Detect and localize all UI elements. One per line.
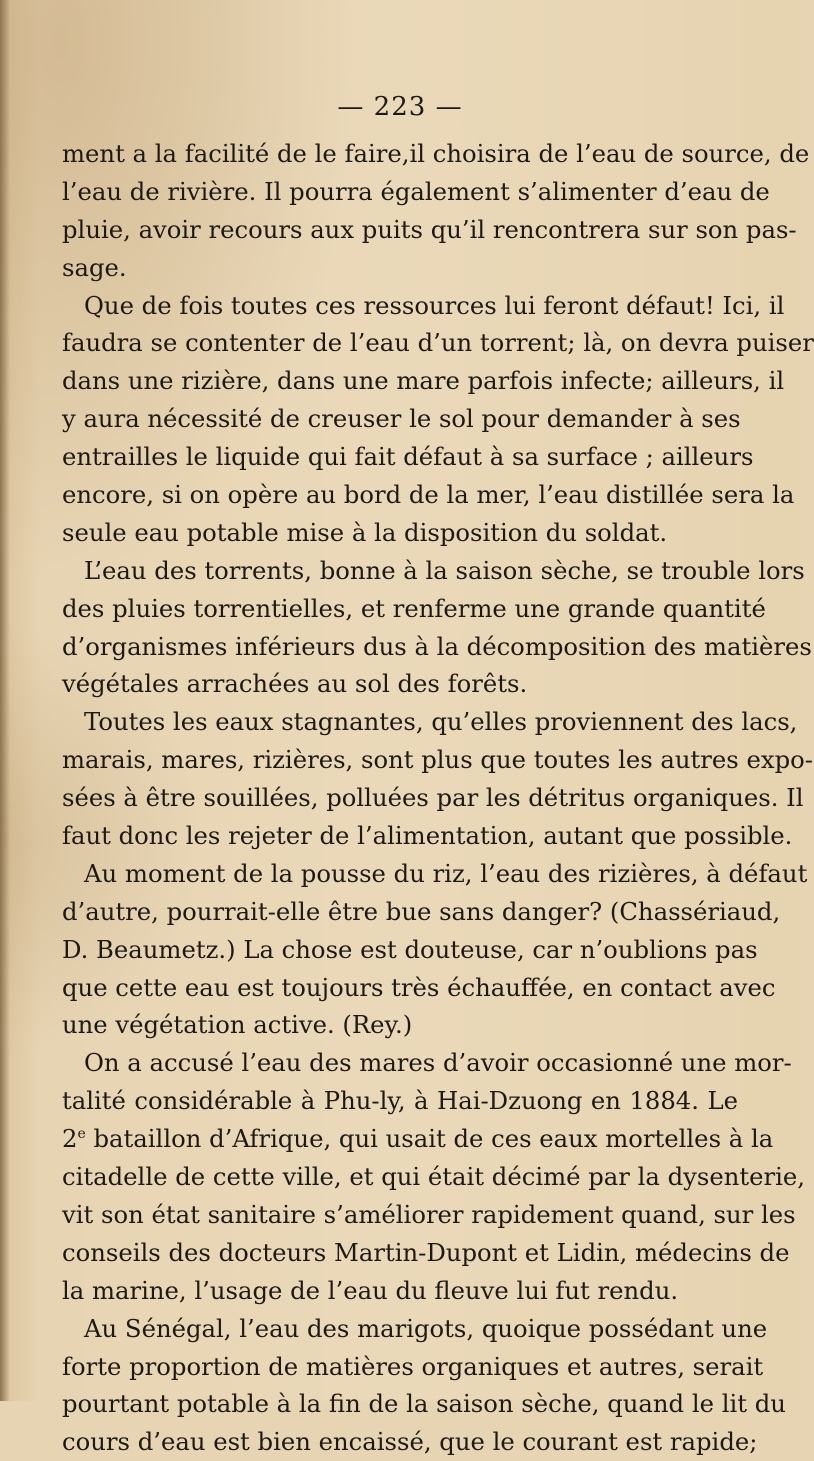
text-line: D. Beaumetz.) La chose est douteuse, car n’oublions pas (62, 934, 758, 964)
text-line: L’eau des torrents, bonne à la saison sèche, se trouble lors (84, 555, 805, 585)
text-line: des pluies torrentielles, et renferme une grande quantité (62, 593, 766, 623)
text-line: Au moment de la pousse du riz, l’eau des rizières, à défaut (84, 858, 808, 888)
text-line: forte proportion de matières organiques et autres, serait (62, 1351, 764, 1381)
text-line: y aura nécessité de creuser le sol pour demander à ses (62, 404, 741, 434)
text-line (62, 1120, 774, 1158)
text-line: conseils des docteurs Martin-Dupont et Lidin, médecins de (62, 1237, 790, 1267)
text-line: faut donc les rejeter de l’alimentation, autant que possible. (62, 821, 793, 851)
text-line: marais, mares, rizières, sont plus que toutes les autres expo- (62, 745, 813, 775)
battalion-number: 2 (62, 1124, 78, 1154)
text-line: sées à être souillées, polluées par les détritus organiques. Il (62, 783, 804, 813)
text-line: sage. (62, 252, 127, 282)
text-line: pluie, avoir recours aux puits qu’il rencontrera sur son pas- (62, 214, 797, 244)
text-line: la marine, l’usage de l’eau du fleuve lui fut rendu. (62, 1275, 679, 1305)
text-line: talité considérable à Phu-ly, à Hai-Dzuong en 1884. Le (62, 1086, 738, 1116)
text-line: végétales arrachées au sol des forêts. (62, 669, 528, 699)
text-line: d’autre, pourrait-elle être bue sans danger? (Chassériaud, (62, 896, 781, 926)
text-line: citadelle de cette ville, et qui était décimé par la dysenterie, (62, 1162, 806, 1192)
text-line: ment a la facilité de le faire,il choisira de l’eau de source, de (62, 139, 810, 168)
text-line: entrailles le liquide qui fait défaut à sa surface ; ailleurs (62, 442, 754, 472)
text-line: une végétation active. (Rey.) (62, 1010, 413, 1040)
text-line-rest: bataillon d’Afrique, qui usait de ces eaux mortelles à la (85, 1124, 774, 1154)
text-line: Que de fois toutes ces ressources lui feront défaut! Ici, il (84, 290, 785, 320)
text-line: que cette eau est toujours très échauffée, en contact avec (62, 972, 776, 1002)
text-line: On a accusé l’eau des mares d’avoir occasionné une mor- (84, 1048, 792, 1078)
page-edge-shadow (0, 0, 10, 1401)
page-body-text (62, 135, 814, 1461)
text-line: l’eau de rivière. Il pourra également s’alimenter d’eau de (62, 176, 770, 206)
page-number: — 223 — (337, 92, 463, 122)
text-line: cours d’eau est bien encaissé, que le courant est rapide; (62, 1427, 758, 1457)
text-line: faudra se contenter de l’eau d’un torrent; là, on devra puiser (62, 328, 814, 358)
text-line: Au Sénégal, l’eau des marigots, quoique possédant une (84, 1313, 768, 1343)
ordinal-superscript: e (77, 1126, 86, 1143)
text-line: dans une rizière, dans une mare parfois infecte; ailleurs, il (62, 366, 785, 396)
text-line: pourtant potable à la fin de la saison sèche, quand le lit du (62, 1389, 786, 1419)
text-line: vit son état sanitaire s’améliorer rapidement quand, sur les (62, 1199, 796, 1229)
text-line: Toutes les eaux stagnantes, qu’elles proviennent des lacs, (84, 707, 798, 737)
text-line: seule eau potable mise à la disposition du soldat. (62, 517, 668, 547)
text-line: encore, si on opère au bord de la mer, l’eau distillée sera la (62, 480, 795, 510)
text-line: d’organismes inférieurs dus à la décomposition des matières (62, 631, 812, 661)
